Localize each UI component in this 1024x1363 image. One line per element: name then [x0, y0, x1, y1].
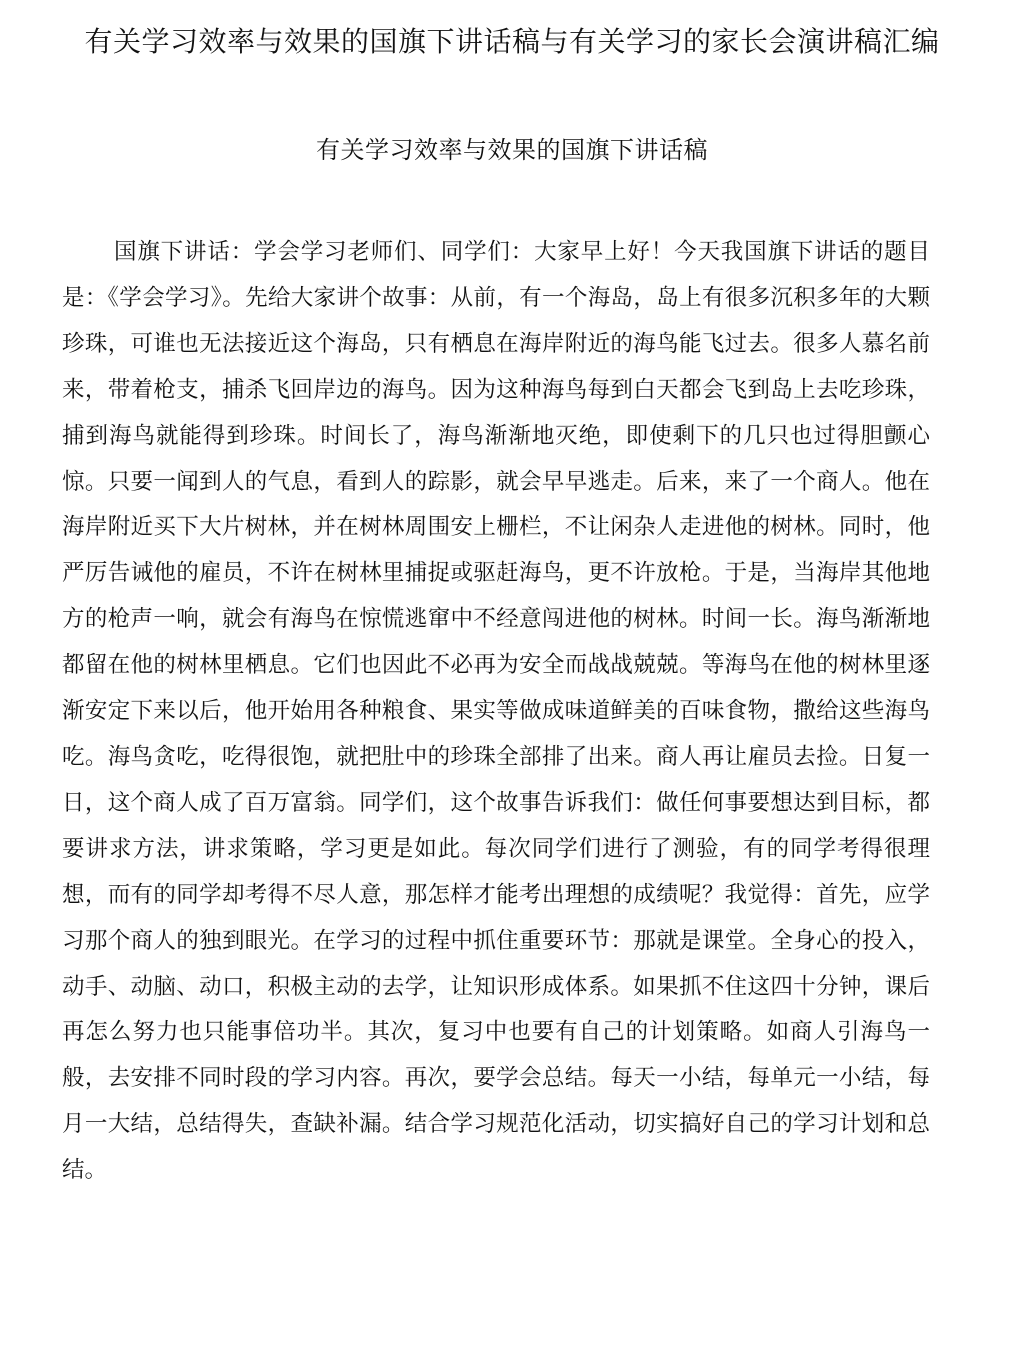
- document-title: 有关学习效率与效果的国旗下讲话稿与有关学习的家长会演讲稿汇编: [84, 25, 940, 58]
- section-title: 有关学习效率与效果的国旗下讲话稿: [316, 136, 708, 164]
- body-paragraph: 国旗下讲话：学会学习老师们、同学们：大家早上好！今天我国旗下讲话的题目是：《学会学习》。先给大家讲个故事：从前，有一个海岛，岛上有很多沉积多年的大颗珍珠，可谁也无法接近这个海岛，只有栖息在海岸附近的海鸟能飞过去。很多人慕名前来，带着枪支，捕杀飞回岸边的海鸟。因为这种海鸟每到白天都会飞到岛上去吃珍珠，捕到海鸟就能得到珍珠。时间长了，海鸟渐渐地灭绝，即使剩下的几只也过得胆颤心惊。只要一闻到人的气息，看到人的踪影，就会早早逃走。后来，来了一个商人。他在海岸附近买下大片树林，并在树林周围安上栅栏，不让闲杂人走进他的树林。同时，他严厉告诫他的雇员，不许在树林里捕捉或驱赶海鸟，更不许放枪。于是，当海岸其他地方的枪声一响，就会有海鸟在惊慌逃窜中不经意闯进他的树林。时间一长。海鸟渐渐地都留在他的树林里栖息。它们也因此不必再为安全而战战兢兢。等海鸟在他的树林里逐渐安定下来以后，他开始用各种粮食、果实等做成味道鲜美的百味食物，撒给这些海鸟吃。海鸟贪吃，吃得很饱，就把肚中的珍珠全部排了出来。商人再让雇员去捡。日复一日，这个商人成了百万富翁。同学们，这个故事告诉我们：做任何事要想达到目标，都要讲求方法，讲求策略，学习更是如此。每次同学们进行了测验，有的同学考得很理想，而有的同学却考得不尽人意，那怎样才能考出理想的成绩呢？我觉得：首先，应学习那个商人的独到眼光。在学习的过程中抓住重要环节：那就是课堂。全身心的投入，动手、动脑、动口，积极主动的去学，让知识形成体系。如果抓不住这四十分钟，课后再怎么努力也只能事倍功半。其次，复习中也要有自己的计划策略。如商人引海鸟一般，去安排不同时段的学习内容。再次，要学会总结。每天一小结，每单元一小结，每月一大结，总结得失，查缺补漏。结合学习规范化活动，切实搞好自己的学习计划和总结。: [62, 239, 930, 1184]
